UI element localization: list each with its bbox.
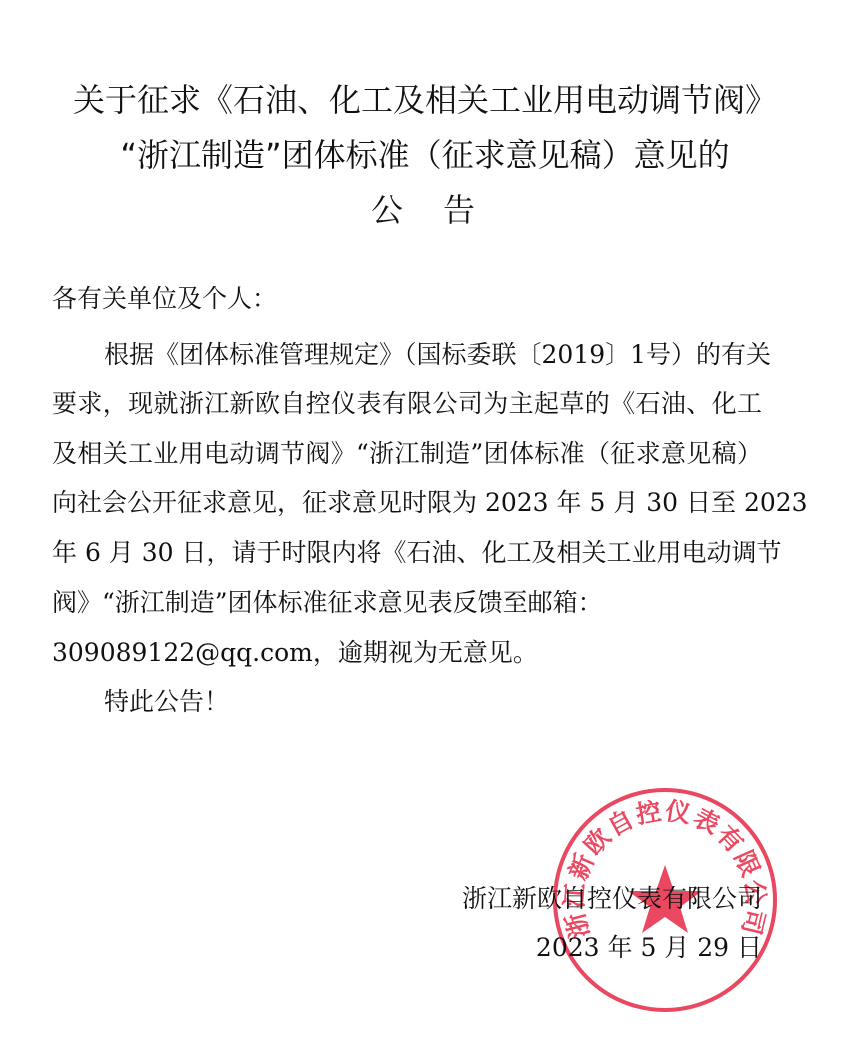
title-line-3: 公 告 [370,191,479,229]
body-line: 阀》“浙江制造”团体标准征求意见表反馈至邮箱： [52,588,603,617]
salutation: 各有关单位及个人： [52,284,278,313]
body-line: 要求，现就浙江新欧自控仪表有限公司为主起草的《石油、化工 [52,389,762,418]
closing-text: 特此公告！ [104,687,230,716]
signature-org: 浙江新欧自控仪表有限公司 [461,884,762,913]
body-line: 及相关工业用电动调节阀》“浙江制造”团体标准（征求意见稿） [52,439,762,468]
body-line: 根据《团体标准管理规定》（国标委联〔2019〕1号）的有关 [104,340,772,369]
body-line: 向社会公开征求意见，征求意见时限为 2023 年 5 月 30 日至 2023 [52,488,808,517]
title-line-1: 关于征求《石油、化工及相关工业用电动调节阀》 [72,81,777,119]
signature-date: 2023 年 5 月 29 日 [535,933,762,962]
body-line: 年 6 月 30 日，请于时限内将《石油、化工及相关工业用电动调节 [52,538,782,567]
title-line-2: “浙江制造”团体标准（征求意见稿）意见的 [120,136,730,174]
email-line: 309089122@qq.com，逾期视为无意见。 [52,638,538,667]
